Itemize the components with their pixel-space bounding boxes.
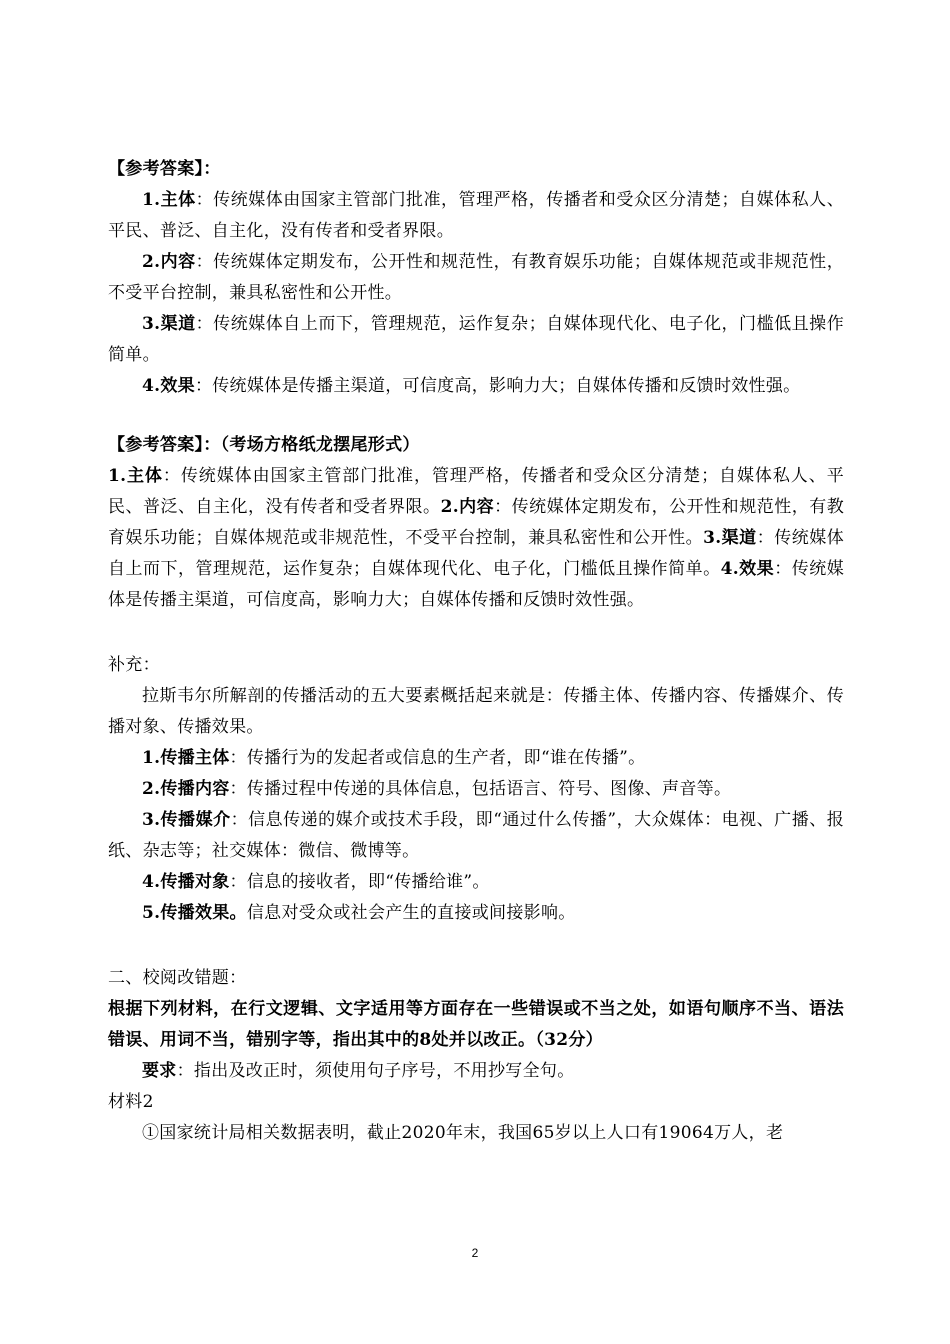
answer-item-effect xyxy=(108,371,844,402)
item-label: 2.内容 xyxy=(440,497,495,517)
requirement-label: 要求 xyxy=(142,1061,177,1081)
item-label: 4.效果 xyxy=(720,559,775,579)
answer-item-channel xyxy=(108,309,844,371)
supplement-intro: 拉斯韦尔所解剖的传播活动的五大要素概括起来就是：传播主体、传播内容、传播媒介、传播对象、传播效果。 xyxy=(108,686,844,737)
item-text: ：传统媒体定期发布，公开性和规范性，有教育娱乐功能；自媒体规范或非规范性，不受平台控制，兼具私密性和公开性。 xyxy=(108,497,845,548)
requirement-text: ：指出及改正时，须使用句子序号，不用抄写全句。 xyxy=(176,1061,575,1081)
item-text: ：传统媒体定期发布，公开性和规范性，有教育娱乐功能；自媒体规范或非规范性，不受平台控制，兼具私密性和公开性。 xyxy=(108,252,844,303)
page-number: 2 xyxy=(471,1246,479,1260)
item-label: 2.内容 xyxy=(142,252,196,272)
item-text: 信息对受众或社会产生的直接或间接影响。 xyxy=(246,903,576,923)
item-label: 3.渠道 xyxy=(142,314,196,334)
item-label: 1.传播主体 xyxy=(142,748,230,768)
question-instruction: 根据下列材料，在行文逻辑、文字适用等方面存在一些错误或不当之处，如语句顺序不当、语法错误、用词不当，错别字等，指出其中的8处并以改正。（32分） xyxy=(108,999,844,1050)
item-label: 4.效果 xyxy=(142,376,195,396)
answer-heading: 【参考答案】： xyxy=(108,159,221,179)
item-text: ：传统媒体是传播主渠道，可信度高，影响力大；自媒体传播和反馈时效性强。 xyxy=(108,559,844,610)
item-label: 1.主体 xyxy=(142,190,196,210)
supplement-heading: 补充： xyxy=(108,655,160,675)
item-text: ：传统媒体由国家主管部门批准，管理严格，传播者和受众区分清楚；自媒体私人、平民、普泛、自主化，没有传者和受者界限。 xyxy=(108,190,844,241)
spacer xyxy=(108,616,844,650)
item-text: ：传统媒体是传播主渠道，可信度高，影响力大；自媒体传播和反馈时效性强。 xyxy=(194,376,801,396)
item-text: ：传统媒体自上而下，管理规范，运作复杂；自媒体现代化、电子化，门槛低且操作简单。 xyxy=(108,314,844,365)
item-text: ：信息的接收者，即“传播给谁”。 xyxy=(229,872,490,892)
question-heading: 二、校阅改错题： xyxy=(108,968,247,988)
question-requirement xyxy=(108,1056,844,1087)
answer-item-subject xyxy=(108,185,844,247)
answer-heading-grid-form: 【参考答案】：（考场方格纸龙摆尾形式） xyxy=(108,435,420,455)
item-label: 5.传播效果。 xyxy=(142,903,247,923)
spacer xyxy=(108,929,844,963)
item-label: 4.传播对象 xyxy=(142,872,230,892)
supplement-item xyxy=(108,805,844,867)
supplement-item xyxy=(108,743,844,774)
item-label: 1.主体 xyxy=(108,466,163,486)
page-content xyxy=(108,154,844,1149)
spacer xyxy=(108,402,844,430)
supplement-item xyxy=(108,898,844,929)
item-text: ：传播行为的发起者或信息的生产者，即“谁在传播”。 xyxy=(229,748,646,768)
item-text: ：信息传递的媒介或技术手段，即“通过什么传播”，大众媒体：电视、广播、报纸、杂志等；社交媒体：微信、微博等。 xyxy=(108,810,845,861)
item-label: 3.传播媒介 xyxy=(142,810,231,830)
material-label: 材料2 xyxy=(108,1092,154,1112)
answer-continuous-paragraph xyxy=(108,461,844,616)
item-text: ：传统媒体由国家主管部门批准，管理严格，传播者和受众区分清楚；自媒体私人、平民、普泛、自主化，没有传者和受者界限。 xyxy=(108,466,844,517)
supplement-item xyxy=(108,867,844,898)
item-text: ：传统媒体自上而下，管理规范，运作复杂；自媒体现代化、电子化，门槛低且操作简单。 xyxy=(108,528,845,579)
supplement-item xyxy=(108,774,844,805)
item-label: 2.传播内容 xyxy=(142,779,230,799)
item-text: ：传播过程中传递的具体信息，包括语言、符号、图像、声音等。 xyxy=(229,779,732,799)
item-label: 3.渠道 xyxy=(703,528,757,548)
material-first-line: ①国家统计局相关数据表明，截止2020年末，我国65岁以上人口有19064万人，老 xyxy=(142,1123,784,1143)
answer-item-content xyxy=(108,247,844,309)
